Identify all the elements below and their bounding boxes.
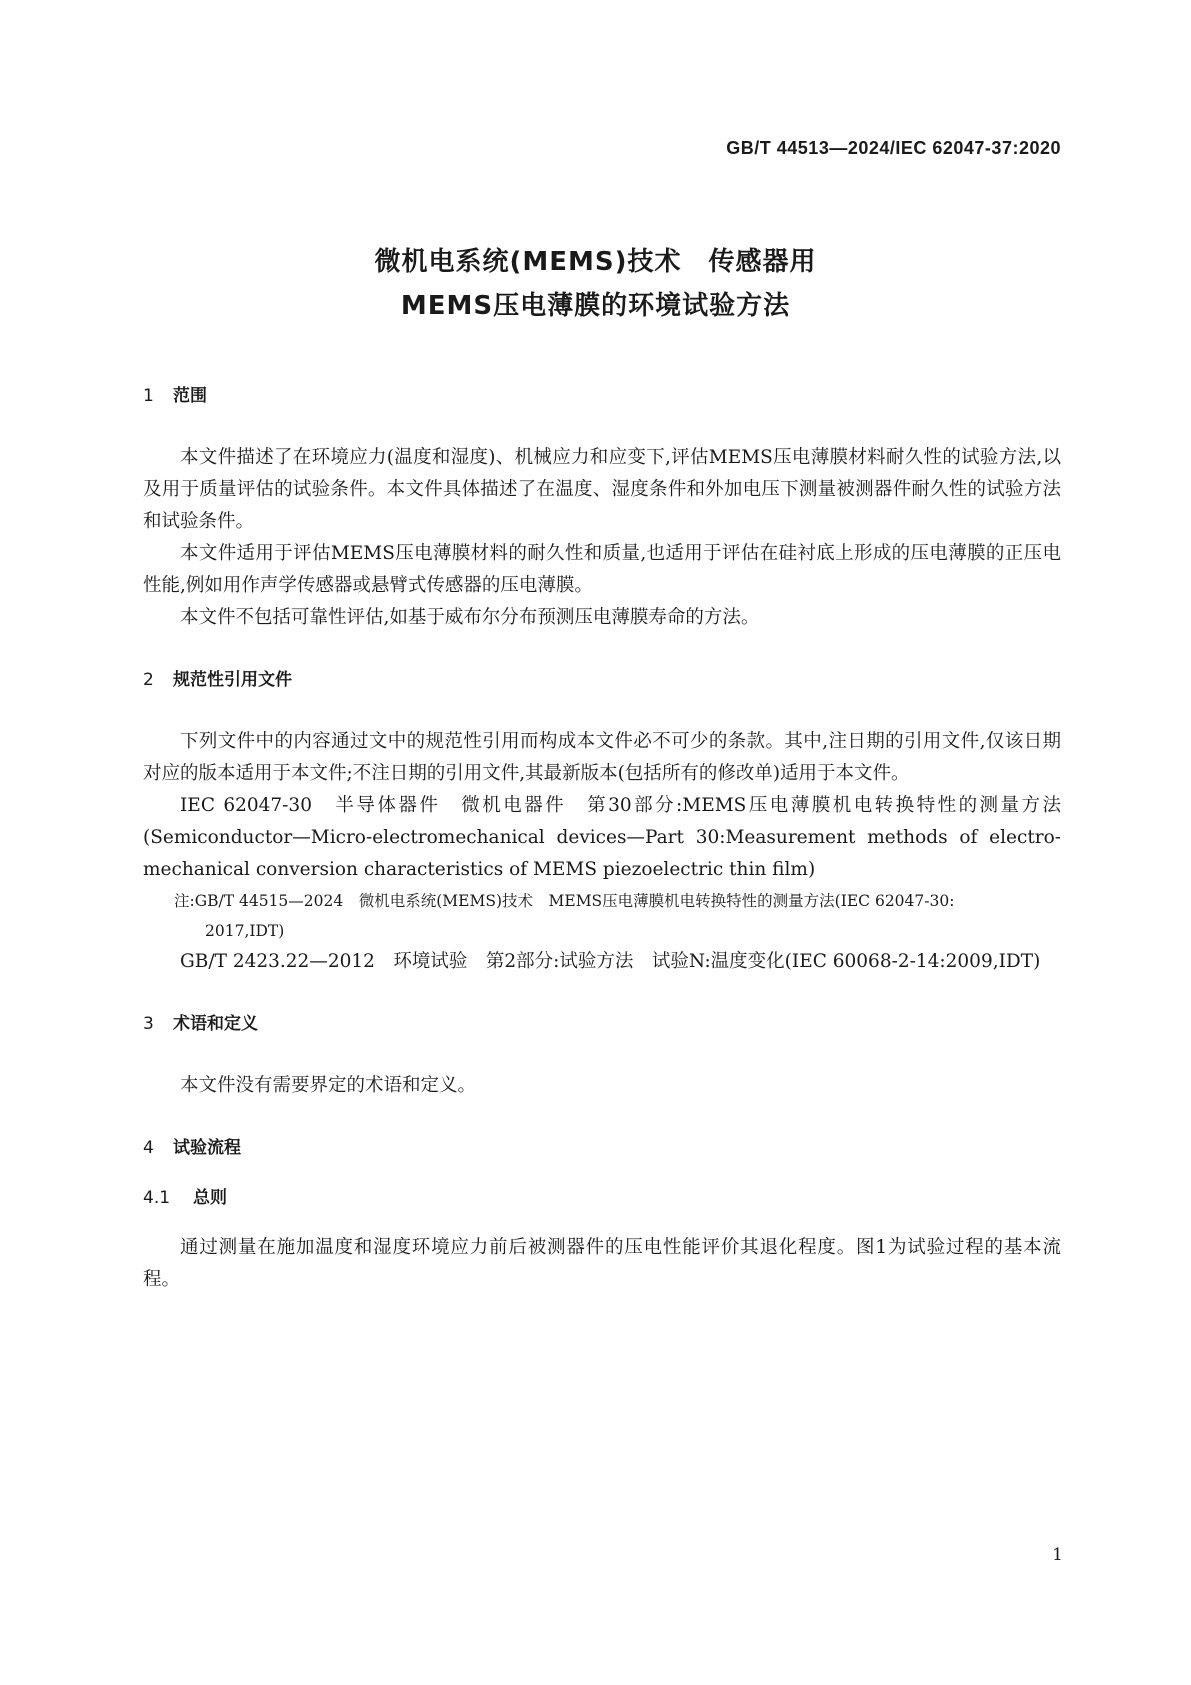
- subsection-title: 总则: [193, 1188, 227, 1208]
- reference-note: [143, 886, 1061, 946]
- section-heading-scope: [143, 380, 1061, 412]
- paragraph: 本文件适用于评估MEMS压电薄膜材料的耐久性和质量,也适用于评估在硅衬底上形成的压电薄膜的正压电性能,例如用作声学传感器或悬臂式传感器的压电薄膜。: [143, 543, 1061, 596]
- standard-number: GB/T 44513—2024/IEC 62047-37:2020: [726, 138, 1061, 158]
- section-heading-terms: [143, 1008, 1061, 1040]
- section-title: 范围: [173, 386, 207, 406]
- section-heading-normative-references: [143, 664, 1061, 696]
- document-title: [0, 240, 1191, 328]
- section-title: 规范性引用文件: [173, 670, 292, 690]
- subsection-number: 4.1: [143, 1188, 171, 1208]
- section-heading-test-procedure: [143, 1132, 1061, 1164]
- reference-iec-62047-30: IEC 62047-30 半导体器件 微机电器件 第30部分:MEMS压电薄膜机电转换特性的测量方法(Semiconductor—Micro-electromechanical devices—Part 30:Measurement methods of electro-mechanical conversion characteristics of MEMS piezoelectric thin film): [143, 795, 1061, 880]
- note-line-1: 注:GB/T 44515—2024 微机电系统(MEMS)技术 MEMS压电薄膜机电转换特性的测量方法(IEC 62047-30:: [174, 892, 955, 910]
- page-number: 1: [1052, 1545, 1063, 1565]
- note-line-2: 2017,IDT): [205, 922, 285, 940]
- paragraph: 本文件描述了在环境应力(温度和湿度)、机械应力和应变下,评估MEMS压电薄膜材料耐久性的试验方法,以及用于质量评估的试验条件。本文件具体描述了在温度、湿度条件和外加电压下测量被测器件耐久性的试验方法和试验条件。: [143, 447, 1061, 532]
- paragraph: 本文件没有需要界定的术语和定义。: [180, 1075, 477, 1096]
- subsection-heading-general: [143, 1182, 1061, 1214]
- section-number: 2: [143, 670, 154, 690]
- section-title: 术语和定义: [173, 1014, 258, 1034]
- section-title: 试验流程: [173, 1138, 241, 1158]
- paragraph: 通过测量在施加温度和湿度环境应力前后被测器件的压电性能评价其退化程度。图1为试验过程的基本流程。: [143, 1237, 1061, 1290]
- section-number: 3: [143, 1014, 154, 1034]
- reference-gb-t-2423-22: GB/T 2423.22—2012 环境试验 第2部分:试验方法 试验N:温度变化(IEC 60068-2-14:2009,IDT): [180, 951, 1041, 972]
- section-number: 1: [143, 386, 154, 406]
- title-line-1: 微机电系统(MEMS)技术 传感器用: [374, 247, 817, 277]
- section-number: 4: [143, 1138, 154, 1158]
- title-line-2: MEMS压电薄膜的环境试验方法: [400, 291, 791, 321]
- document-body: [143, 380, 1061, 1296]
- paragraph: 下列文件中的内容通过文中的规范性引用而构成本文件必不可少的条款。其中,注日期的引用文件,仅该日期对应的版本适用于本文件;不注日期的引用文件,其最新版本(包括所有的修改单)适用于本文件。: [143, 731, 1061, 784]
- paragraph: 本文件不包括可靠性评估,如基于威布尔分布预测压电薄膜寿命的方法。: [180, 607, 760, 628]
